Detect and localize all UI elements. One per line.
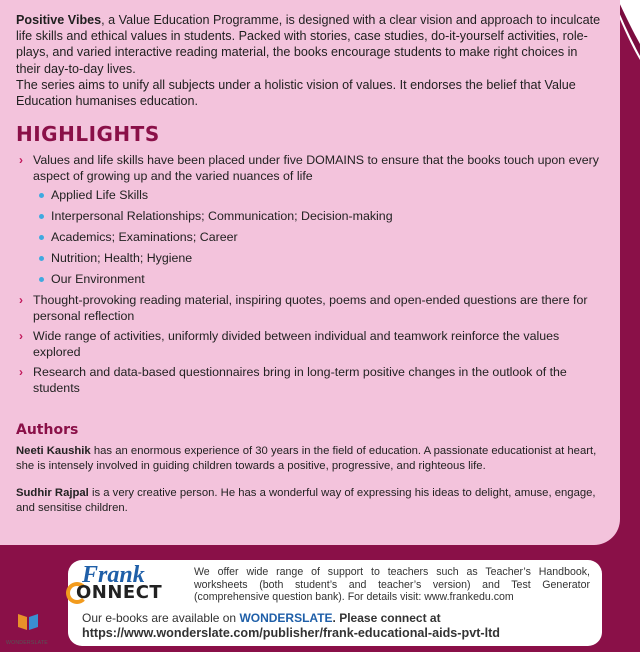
intro-paragraph-1 [16,12,604,77]
chevron-right-icon: › [19,153,23,168]
brand-name: Positive Vibes [16,13,102,27]
domain-item [33,250,604,266]
frank-connect-logo [64,564,188,608]
domain-label: Academics; Examinations; Career [51,230,238,245]
ebook-availability [82,611,441,625]
highlight-item [16,152,604,287]
wonderslate-logo-label: WONDERSLATE [6,640,48,646]
bullet-dot-icon [39,256,44,261]
book-icon [16,612,40,632]
highlight-text: Wide range of activities, uniformly divided between individual and teamwork reinforce the values explored [33,329,560,360]
ebook-suffix: . Please connect at [332,611,441,625]
wonderslate-logo [8,612,48,652]
highlight-text: Values and life skills have been placed under five DOMAINS to ensure that the books touch upon every aspect of growing up and the varied nuances of life [33,153,599,184]
author-bio-text: has an enormous experience of 30 years in the field of education. A passionate educationist at heart, she is intensely involved in guiding children towards a positive, progressive, and righteous life. [16,445,597,473]
intro-paragraph-1-text: , a Value Education Programme, is designed with a clear vision and approach to inculcate life skills and ethical values in students. Packed with stories, case studies, do-it-yourself activities, role-plays, and varied interactive reading material, the books encourage students to make right choices in their day-to-day lives. [16,13,601,76]
chevron-right-icon: › [19,365,23,380]
author-bio-1 [16,444,604,474]
logo-frank-text: Frank [82,562,145,588]
highlights-heading: HIGHLIGHTS [16,122,160,147]
bullet-dot-icon [39,214,44,219]
wonderslate-url-link[interactable]: https://www.wonderslate.com/publisher/frank-educational-aids-pvt-ltd [82,626,500,640]
highlight-item [16,364,604,396]
bullet-dot-icon [39,193,44,198]
author-name: Neeti Kaushik [16,445,91,458]
domain-item [33,187,604,203]
support-text: We offer wide range of support to teachers such as Teacher’s Handbook, worksheets (both student’s and teacher’s version) and Test Generator (comprehensive question bank). For details visit: www.frankedu.com [194,566,590,604]
author-name: Sudhir Rajpal [16,487,89,500]
authors-heading: Authors [16,422,79,439]
highlight-item [16,328,604,360]
highlight-item [16,292,604,324]
domain-label: Nutrition; Health; Hygiene [51,251,193,266]
intro-section [16,12,604,109]
domain-item [33,229,604,245]
wonderslate-brand: WONDERSLATE [239,611,333,625]
domain-item [33,271,604,287]
domain-label: Applied Life Skills [51,188,149,203]
highlight-text: Research and data-based questionnaires bring in long-term positive changes in the outlook of the students [33,365,567,396]
logo-connect-text: ONNECT [76,582,163,603]
ebook-prefix: Our e-books are available on [82,611,240,625]
domain-label: Our Environment [51,272,145,287]
highlight-text: Thought-provoking reading material, inspiring quotes, poems and open-ended questions are there for personal reflection [33,293,588,324]
author-bio-text: is a very creative person. He has a wonderful way of expressing his ideas to delight, amuse, engage, and sensitise children. [16,487,596,515]
intro-paragraph-2: The series aims to unify all subjects under a holistic vision of values. It endorses the belief that Value Education humanises education. [16,77,576,109]
domain-item [33,208,604,224]
chevron-right-icon: › [19,293,23,308]
domain-list [33,187,604,287]
author-bio-2 [16,486,604,516]
highlights-list [16,152,604,396]
chevron-right-icon: › [19,329,23,344]
bullet-dot-icon [39,277,44,282]
bullet-dot-icon [39,235,44,240]
domain-label: Interpersonal Relationships; Communication; Decision-making [51,209,393,224]
